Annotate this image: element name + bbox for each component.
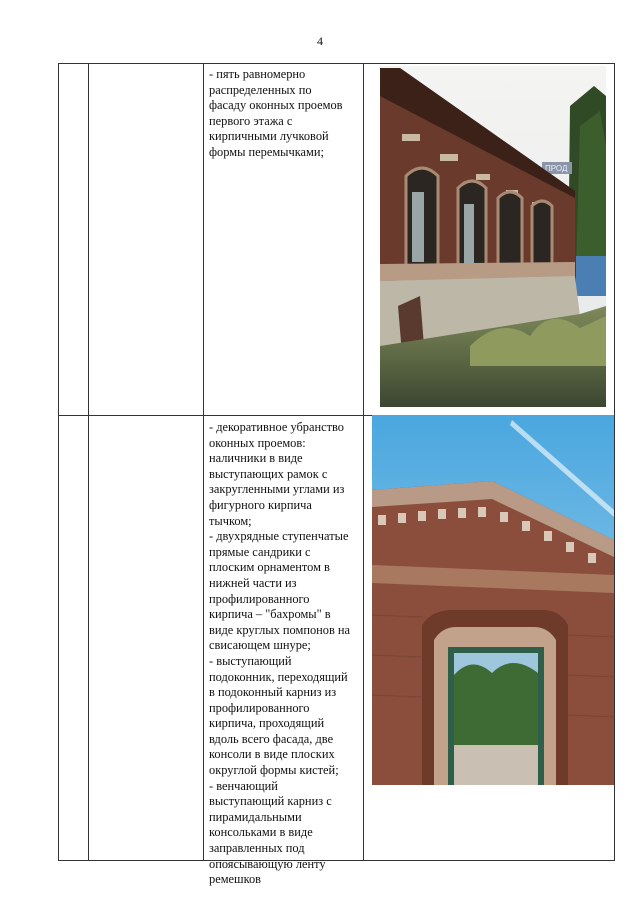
row2-window-decoration-photo bbox=[372, 415, 614, 785]
column-divider bbox=[203, 64, 204, 860]
column-divider bbox=[363, 64, 364, 860]
row1-description: - пять равномерно распределенных по фасаду оконных проемов первого этажа с кирпичными лучковой формы перемычками; bbox=[209, 67, 343, 159]
page-number: 4 bbox=[317, 34, 323, 48]
column-divider bbox=[88, 64, 89, 860]
row1-sign-text: ПРОД bbox=[545, 164, 568, 173]
row2-description: - декоративное убранство оконных проемов: наличники в виде выступающих рамок с закругленными углами из фигурного кирпича тычком; - двухрядные ступенчатые прямые сандрики с плоским орнаментом в нижней части из профилированного кирпича – "бахромы" в виде круглых помпонов на свисающем шнуре; - выступающий подоконник, переходящий в подоконный карниз из профилированного кирпича, проходящий вдоль всего фасада, две консоли в виде плоских округлой формы кистей; - венчающий выступающий карниз с пирамидальными консольками в виде заправленных под опоясывающую ленту ремешков bbox=[209, 420, 351, 887]
row1-building-facade-photo bbox=[380, 66, 606, 407]
heritage-table bbox=[58, 63, 615, 887]
